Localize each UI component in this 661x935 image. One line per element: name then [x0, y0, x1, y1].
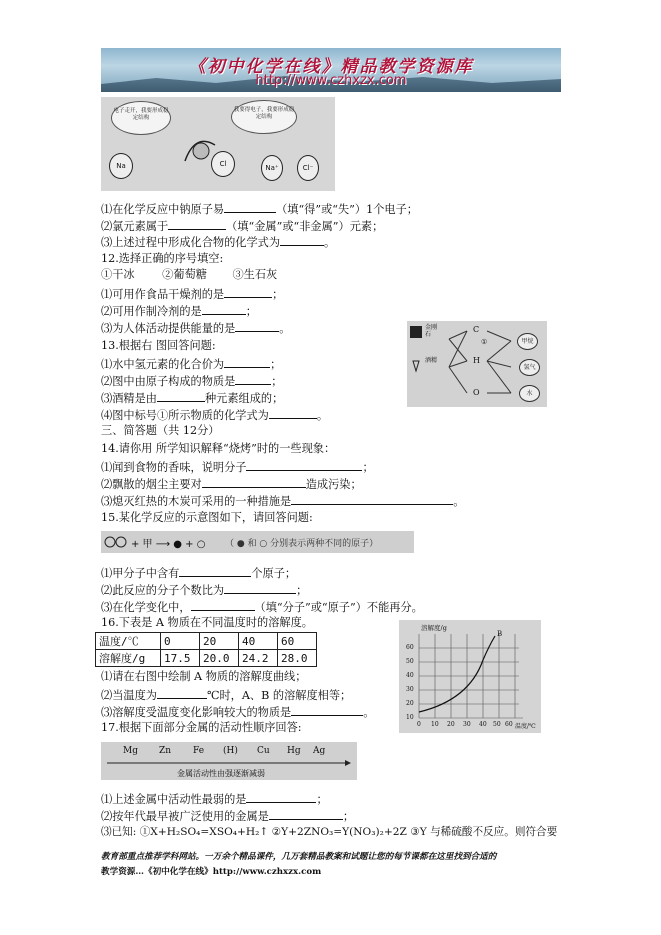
element-substance-figure [407, 321, 547, 407]
y-tick: 10 [406, 714, 414, 721]
chlorine-atom-face: Cl [211, 151, 235, 177]
x-tick: 20 [447, 721, 455, 728]
q16-line-1: ⑴请在右图中绘制 A 物质的溶解度曲线； [101, 670, 307, 683]
y-tick: 60 [406, 644, 414, 651]
graph-grid [399, 620, 541, 733]
solubility-table [95, 632, 317, 667]
q12-line-1: ⑴可用作食品干燥剂的是 ； [101, 288, 284, 301]
graph-x-label: 温度/℃ [515, 723, 536, 730]
answer-blank[interactable] [157, 390, 205, 402]
q11-line-2: ⑵氯元素属于 （填“金属”或“非金属”）元素； [101, 220, 384, 233]
y-tick: 30 [406, 686, 414, 693]
y-tick: 20 [406, 700, 414, 707]
metal-activity-series [101, 742, 357, 780]
reactant-molecule-icon [104, 536, 132, 548]
x-tick: 40 [479, 721, 487, 728]
q15-line-3: ⑶在化学变化中， （填“分子”或“原子”）不能再分。 [101, 601, 423, 614]
answer-blank[interactable] [202, 476, 306, 488]
answer-blank[interactable] [269, 808, 343, 820]
metal-label: (H) [223, 746, 238, 756]
metal-label: Mg [123, 746, 138, 756]
table-cell: 40 [239, 633, 278, 650]
q15-line-1: ⑴甲分子中含有 个原子； [101, 567, 297, 580]
answer-blank[interactable] [168, 218, 226, 230]
curve-label-b: B [497, 630, 503, 638]
q16-line-2: ⑵当温度为 ℃时，A、B 的溶解度相等； [101, 689, 352, 702]
answer-blank[interactable] [246, 791, 316, 803]
answer-blank[interactable] [179, 565, 251, 577]
speech-bubble-left: 电子走开，我要形成稳定结构 [111, 101, 171, 135]
answer-blank[interactable] [224, 356, 270, 368]
sodium-atom-face: Na [109, 153, 133, 179]
table-cell: 20.0 [200, 650, 239, 667]
footer-line-1: 教育部重点推荐学科网站。一万余个精品课件，几万套精品教案和试题让您的每节课都在这里找到合适的 [101, 852, 497, 862]
q17-line-2: ⑵按年代最早被广泛使用的金属是 ； [101, 810, 355, 823]
cloud-methane: 甲烷 [517, 333, 538, 350]
y-tick: 50 [406, 658, 414, 665]
q17-title: 17.根据下面部分金属的活动性顺序回答: [101, 721, 302, 734]
q13-title: 13.根据右 图回答问题: [101, 339, 216, 352]
table-cell: 28.0 [278, 650, 317, 667]
cloud-hydrogen: 氢气 [519, 359, 540, 376]
answer-blank[interactable] [269, 407, 317, 419]
q16-title: 16.下表是 A 物质在不同温度时的溶解度。 [101, 616, 313, 629]
table-cell: 60 [278, 633, 317, 650]
banner-title: 《初中化学在线》精品教学资源库 [188, 57, 474, 77]
label-oxygen: O [473, 388, 480, 397]
footer-line-2[interactable]: 教学资源…《初中化学在线》http://www.czhxzx.com [101, 867, 322, 877]
q12-line-2: ⑵可用作制冷剂的是 ； [101, 305, 257, 318]
table-row [96, 650, 317, 667]
q14-line-1: ⑴闻到食物的香味，说明分子 ； [101, 461, 374, 474]
reaction-equation: + 甲 ⟶ ● + ○ [131, 539, 206, 550]
table-cell: 0 [161, 633, 200, 650]
answer-blank[interactable] [246, 459, 362, 471]
q12-options: ①干冰 ②葡萄糖 ③生石灰 [101, 268, 278, 281]
chloride-ion-face: Cl⁻ [297, 155, 319, 181]
label-hydrogen: H [473, 356, 480, 365]
answer-blank[interactable] [157, 687, 207, 699]
table-cell: 24.2 [239, 650, 278, 667]
q12-title: 12.选择正确的序号填空: [101, 252, 224, 265]
table-header-cell: 溶解度/g [96, 650, 161, 667]
q16-line-3: ⑶溶解度受温度变化影响较大的物质是 。 [101, 706, 375, 719]
q17-line-3: ⑶已知: ①X+H₂SO₄=XSO₄+H₂↑ ②Y+2ZNO₃=Y(NO₃)₂+2Z ③Y 与稀硫酸不反应。则符合要 [101, 826, 558, 838]
label-marker-1: ① [481, 338, 488, 346]
x-tick: 30 [463, 721, 471, 728]
metal-label: Cu [257, 746, 270, 756]
q13-line-4: ⑷图中标号①所示物质的化学式为 。 [101, 409, 329, 422]
reaction-diagram-strip [101, 531, 414, 553]
answer-blank[interactable] [191, 599, 255, 611]
table-cell: 17.5 [161, 650, 200, 667]
y-tick: 40 [406, 672, 414, 679]
label-carbon: C [473, 325, 480, 334]
q13-line-2: ⑵图中由原子构成的物质是 ； [101, 375, 283, 388]
metal-label: Hg [287, 746, 301, 756]
answer-blank[interactable] [224, 286, 272, 298]
arrow-right-icon [105, 759, 353, 767]
x-tick: 50 [493, 721, 501, 728]
q15-title: 15.某化学反应的示意图如下，请回答问题: [101, 511, 313, 524]
cloud-water: 水 [519, 385, 540, 402]
q15-line-2: ⑵此反应的分子个数比为 ； [101, 584, 308, 597]
answer-blank[interactable] [224, 201, 276, 213]
metal-label: Zn [159, 746, 172, 756]
speech-bubble-right: 我要得电子，我要形成稳定结构 [231, 100, 297, 134]
table-row [96, 633, 317, 650]
sodium-ion-face: Na⁺ [261, 155, 283, 181]
table-header-cell: 温度/℃ [96, 633, 161, 650]
answer-blank[interactable] [235, 373, 271, 385]
section-heading-short-answer: 三、简答题（共 12分） [101, 424, 220, 437]
q13-line-3: ⑶酒精是由 种元素组成的； [101, 392, 284, 405]
solubility-graph [399, 620, 541, 733]
header-banner [101, 48, 561, 92]
banner-url[interactable]: http://www.czhxzx.com [255, 73, 407, 88]
q11-line-3: ⑶上述过程中形成化合物的化学式为 。 [101, 236, 336, 249]
answer-blank[interactable] [280, 234, 324, 246]
x-tick: 10 [431, 721, 439, 728]
sodium-chloride-cartoon [101, 97, 335, 191]
x-tick: 0 [417, 721, 421, 728]
q14-line-2: ⑵飘散的烟尘主要对 造成污染； [101, 478, 362, 491]
answer-blank[interactable] [202, 303, 246, 315]
graph-y-label: 溶解度/g [421, 624, 447, 632]
label-diamond: 金刚石 [425, 324, 438, 338]
answer-blank[interactable] [224, 582, 296, 594]
q12-line-3: ⑶为人体活动提供能量的是 。 [101, 322, 291, 335]
table-cell: 20 [200, 633, 239, 650]
answer-blank[interactable] [291, 704, 363, 716]
metal-label: Ag [313, 746, 326, 756]
reaction-legend: （ ● 和 ○ 分别表示两种不同的原子） [225, 539, 379, 549]
activity-caption: 金属活动性由强逐渐减弱 [177, 769, 265, 778]
answer-blank[interactable] [235, 320, 279, 332]
q11-line-1: ⑴在化学反应中钠原子易 （填“得”或“失”）1个电子； [101, 203, 418, 216]
q14-line-3: ⑶熄灭红热的木炭可采用的一种措施是 。 [101, 495, 465, 508]
x-tick: 60 [505, 721, 513, 728]
metal-label: Fe [193, 746, 205, 756]
q17-line-1: ⑴上述金属中活动性最弱的是 ； [101, 793, 328, 806]
label-alcohol: 酒精 [425, 357, 438, 364]
curve-b [419, 636, 495, 712]
answer-blank[interactable] [291, 493, 453, 505]
q13-line-1: ⑴水中氢元素的化合价为 ； [101, 358, 282, 371]
q14-title: 14.请你用 所学知识解释“烧烤”时的一些现象： [101, 442, 336, 455]
